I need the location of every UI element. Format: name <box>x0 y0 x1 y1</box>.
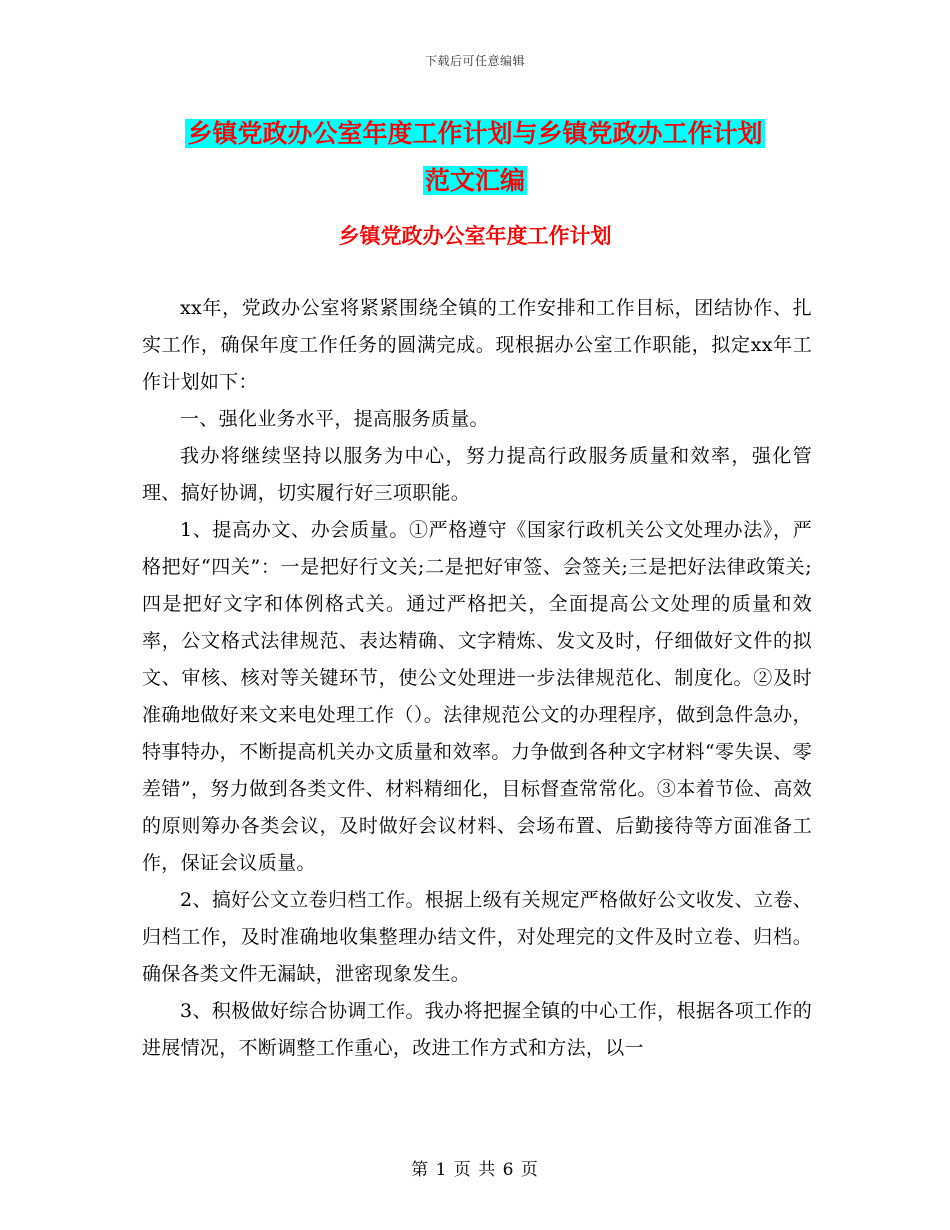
paragraph-service: 我办将继续坚持以服务为中心，努力提高行政服务质量和效率，强化管理、搞好协调，切实履行好三项职能。 <box>142 445 812 504</box>
page-number-footer: 第 1 页 共 6 页 <box>411 1160 539 1180</box>
document-title-line1: 乡镇党政办公室年度工作计划与乡镇党政办工作计划 <box>187 119 763 148</box>
paragraph-heading-1: 一、强化业务水平，提高服务质量。 <box>180 408 489 430</box>
section-title: 乡镇党政办公室年度工作计划 <box>338 224 612 248</box>
paragraph-item-3: 3、积极做好综合协调工作。我办将把握全镇的中心工作，根据各项工作的进展情况，不断调整工作重心，改进工作方式和方法，以一 <box>142 1000 812 1059</box>
paragraph-item-1: 1、提高办文、办会质量。①严格遵守《国家行政机关公文处理办法》，严格把好“四关”：一是把好行文关;二是把好审签、会签关;三是把好法律政策关;四是把好文字和体例格式关。通过严格把关，全面提高公文处理的质量和效率，公文格式法律规范、表达精确、文字精炼、发文及时，仔细做好文件的拟文、审核、核对等关键环节，使公文处理进一步法律规范化、制度化。②及时准确地做好来文来电处理工作（）。法律规范公文的办理程序，做到急件急办，特事特办，不断提高机关办文质量和效率。力争做到各种文字材料“零失误、零差错”，努力做到各类文件、材料精细化，目标督查常常化。③本着节俭、高效的原则筹办各类会议，及时做好会议材料、会场布置、后勤接待等方面准备工作，保证会议质量。 <box>142 519 812 874</box>
paragraph-intro: xx年，党政办公室将紧紧围绕全镇的工作安排和工作目标，团结协作、扎实工作，确保年度工作任务的圆满完成。现根据办公室工作职能，拟定xx年工作计划如下： <box>142 297 812 393</box>
paragraph-item-2: 2、搞好公文立卷归档工作。根据上级有关规定严格做好公文收发、立卷、归档工作，及时准确地收集整理办结文件，对处理完的文件及时立卷、归档。确保各类文件无漏缺，泄密现象发生。 <box>142 889 812 985</box>
page-header-note: 下载后可任意编辑 <box>424 54 525 68</box>
document-title <box>0 110 950 204</box>
document-body <box>142 290 812 1067</box>
document-title-line2: 范文汇编 <box>424 166 525 195</box>
